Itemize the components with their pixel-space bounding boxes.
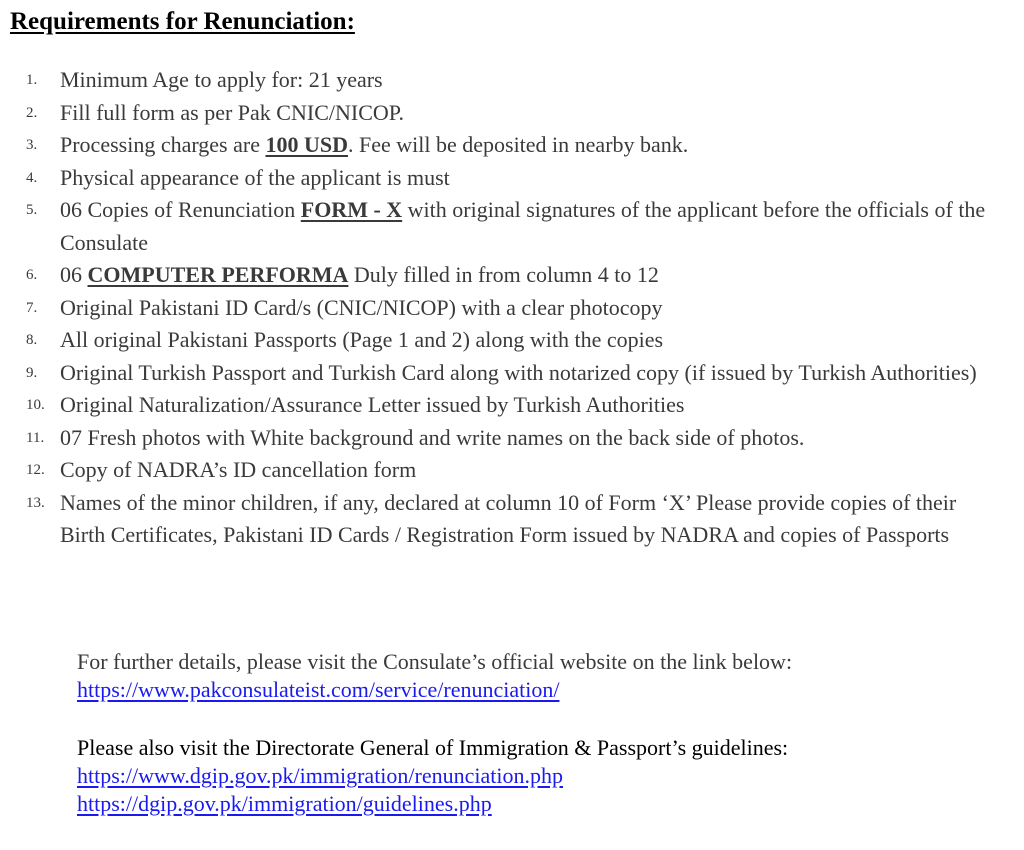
requirement-item bbox=[0, 162, 1000, 195]
requirement-number: 11. bbox=[26, 429, 45, 446]
requirement-number: 4. bbox=[26, 169, 38, 186]
requirement-number: 13. bbox=[26, 494, 45, 511]
consulate-note bbox=[77, 648, 1007, 704]
requirement-item bbox=[0, 259, 1000, 292]
dgip-note bbox=[77, 734, 1007, 818]
requirement-text: Original Pakistani ID Card/s (CNIC/NICOP) with a clear photocopy bbox=[60, 294, 663, 320]
requirement-item bbox=[0, 97, 1000, 130]
consulate-link[interactable]: https://www.pakconsulateist.com/service/renunciation/ bbox=[77, 677, 560, 702]
requirement-text: 07 Fresh photos with White background and write names on the back side of photos. bbox=[60, 424, 805, 450]
requirement-text: Fill full form as per Pak CNIC/NICOP. bbox=[60, 99, 405, 125]
dgip-guidelines-link[interactable]: https://dgip.gov.pk/immigration/guidelines.php bbox=[77, 791, 492, 816]
dgip-renunciation-link[interactable]: https://www.dgip.gov.pk/immigration/renunciation.php bbox=[77, 763, 563, 788]
requirement-text: Physical appearance of the applicant is must bbox=[60, 164, 450, 190]
requirement-text: Duly filled in from column 4 to 12 bbox=[348, 262, 659, 287]
requirement-item bbox=[0, 357, 1000, 390]
requirement-number: 10. bbox=[26, 397, 45, 413]
requirement-number: 12. bbox=[26, 462, 45, 478]
requirement-item bbox=[0, 324, 1000, 357]
requirement-item bbox=[0, 487, 1000, 552]
requirement-text: Copy of NADRA’s ID cancellation form bbox=[60, 457, 417, 482]
requirement-text: with original signatures of the applicant before the officials of the Consulate bbox=[60, 197, 986, 255]
requirement-number: 2. bbox=[26, 104, 38, 121]
requirement-text: Original Naturalization/Assurance Letter issued by Turkish Authorities bbox=[60, 392, 685, 417]
requirement-item bbox=[0, 292, 1000, 325]
requirement-number: 1. bbox=[26, 72, 38, 88]
requirement-text: Processing charges are bbox=[60, 132, 266, 157]
requirement-text: 06 bbox=[60, 262, 88, 287]
requirement-text: . Fee will be deposited in nearby bank. bbox=[347, 132, 689, 157]
requirement-number: 8. bbox=[26, 332, 38, 348]
page-title: Requirements for Renunciation: bbox=[10, 8, 355, 35]
requirement-item bbox=[0, 454, 1000, 487]
requirements-list bbox=[0, 64, 1000, 552]
requirement-item bbox=[0, 422, 1000, 455]
requirement-emphasis: FORM - X bbox=[300, 197, 403, 222]
requirement-number: 3. bbox=[26, 137, 38, 153]
requirement-item bbox=[0, 389, 1000, 422]
requirement-item bbox=[0, 64, 1000, 97]
requirement-emphasis: 100 USD bbox=[265, 132, 348, 157]
requirement-text: Original Turkish Passport and Turkish Card along with notarized copy (if issued by Turkish Authorities) bbox=[60, 359, 977, 385]
requirement-text: All original Pakistani Passports (Page 1 and 2) along with the copies bbox=[60, 327, 664, 352]
requirement-number: 9. bbox=[26, 364, 38, 381]
requirement-item bbox=[0, 129, 1000, 162]
requirement-number: 7. bbox=[26, 299, 38, 316]
requirement-text: Names of the minor children, if any, declared at column 10 of Form ‘X’ Please provide copies of their Birth Certificates, Pakistani ID Cards / Registration Form issued by NADRA and copies of Passports bbox=[60, 489, 957, 547]
consulate-note-text: For further details, please visit the Consulate’s official website on the link below: bbox=[77, 649, 793, 674]
requirement-emphasis: COMPUTER PERFORMA bbox=[87, 262, 349, 287]
requirement-number: 6. bbox=[26, 267, 38, 283]
requirement-item bbox=[0, 194, 1000, 259]
requirement-number: 5. bbox=[26, 202, 38, 218]
dgip-note-text: Please also visit the Directorate General of Immigration & Passport’s guidelines: bbox=[77, 735, 789, 760]
requirement-text: Minimum Age to apply for: 21 years bbox=[60, 67, 383, 92]
requirement-text: 06 Copies of Renunciation bbox=[60, 197, 301, 222]
